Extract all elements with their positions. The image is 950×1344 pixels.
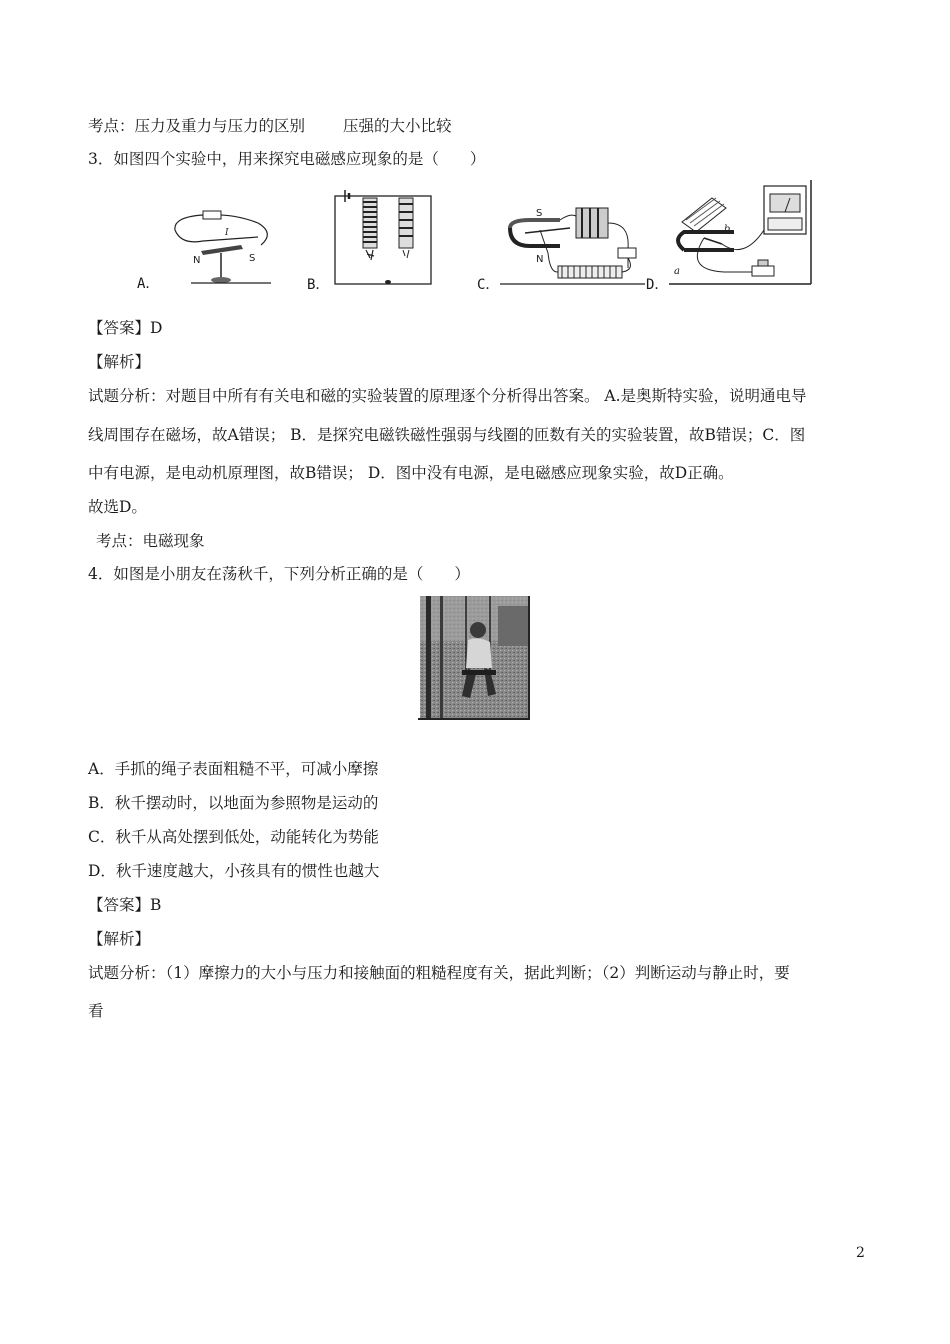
q3-stem: 3．如图四个实验中，用来探究电磁感应现象的是（ ）	[88, 150, 486, 168]
q3-answer: 【答案】D	[88, 319, 163, 337]
fig-a-N: N	[193, 255, 201, 266]
q3-kaodian: 考点：电磁现象	[96, 532, 205, 550]
oersted-experiment-figure	[163, 205, 273, 290]
electromagnetic-induction-figure	[664, 180, 814, 290]
q4-option-b: B．秋千摆动时，以地面为参照物是运动的	[88, 794, 379, 812]
motor-principle-figure	[500, 198, 645, 290]
q4-analysis-line-2: 看	[88, 1002, 104, 1020]
q3-analysis-line-1: 试题分析：对题目中所有有关电和磁的实验装置的原理逐个分析得出答案。 A.是奥斯特实验，说明通电导	[88, 387, 807, 405]
q4-answer: 【答案】B	[88, 896, 162, 914]
option-a-label: A．	[137, 276, 160, 292]
q4-option-a: A．手抓的绳子表面粗糙不平，可减小摩擦	[88, 760, 379, 778]
option-b-label: B．	[307, 277, 330, 293]
fig-a-I: I	[225, 228, 229, 238]
q3-figure-d	[646, 180, 816, 293]
q3-conclusion: 故选D。	[88, 498, 147, 516]
fig-c-S: S	[536, 208, 543, 219]
fig-d-b: b	[724, 224, 731, 235]
q2-kaodian	[88, 115, 452, 137]
q3-figure-b	[305, 188, 435, 293]
option-c-label: C．	[477, 277, 500, 293]
q4-option-d: D．秋千速度越大，小孩具有的惯性也越大	[88, 862, 380, 880]
q3-figure-c	[475, 198, 645, 293]
option-d-label: D．	[646, 277, 669, 293]
fig-a-S: S	[249, 253, 256, 264]
q4-option-c: C．秋千从高处摆到低处，动能转化为势能	[88, 828, 379, 846]
q3-analysis-title: 【解析】	[88, 353, 151, 371]
q3-analysis-line-3: 中有电源，是电动机原理图，故B错误； D．图中没有电源，是电磁感应现象实验，故D正确。	[88, 464, 734, 482]
q3-figure-a	[135, 205, 265, 290]
q4-analysis-line-1: 试题分析：（1）摩擦力的大小与压力和接触面的粗糙程度有关，据此判断；（2）判断运动与静止时，要	[88, 964, 790, 982]
q4-analysis-title: 【解析】	[88, 930, 151, 948]
fig-c-N: N	[536, 254, 544, 265]
q2-kaodian-a: 压力及重力与压力的区别	[134, 117, 306, 135]
q4-swing-photo	[418, 596, 532, 722]
page-number: 2	[856, 1245, 865, 1261]
q2-kaodian-b: 压强的大小比较	[343, 117, 452, 135]
fig-d-a: a	[674, 266, 680, 277]
q3-analysis-line-2: 线周围存在磁场，故A错误； B．是探究电磁铁磁性强弱与线圈的匝数有关的实验装置，故B错误；C．图	[88, 426, 806, 444]
electromagnet-coils-figure	[333, 188, 443, 290]
q2-kaodian-label: 考点：	[88, 117, 135, 135]
child-on-swing-image	[418, 596, 532, 722]
q4-stem: 4．如图是小朋友在荡秋千，下列分析正确的是（ ）	[88, 565, 470, 583]
